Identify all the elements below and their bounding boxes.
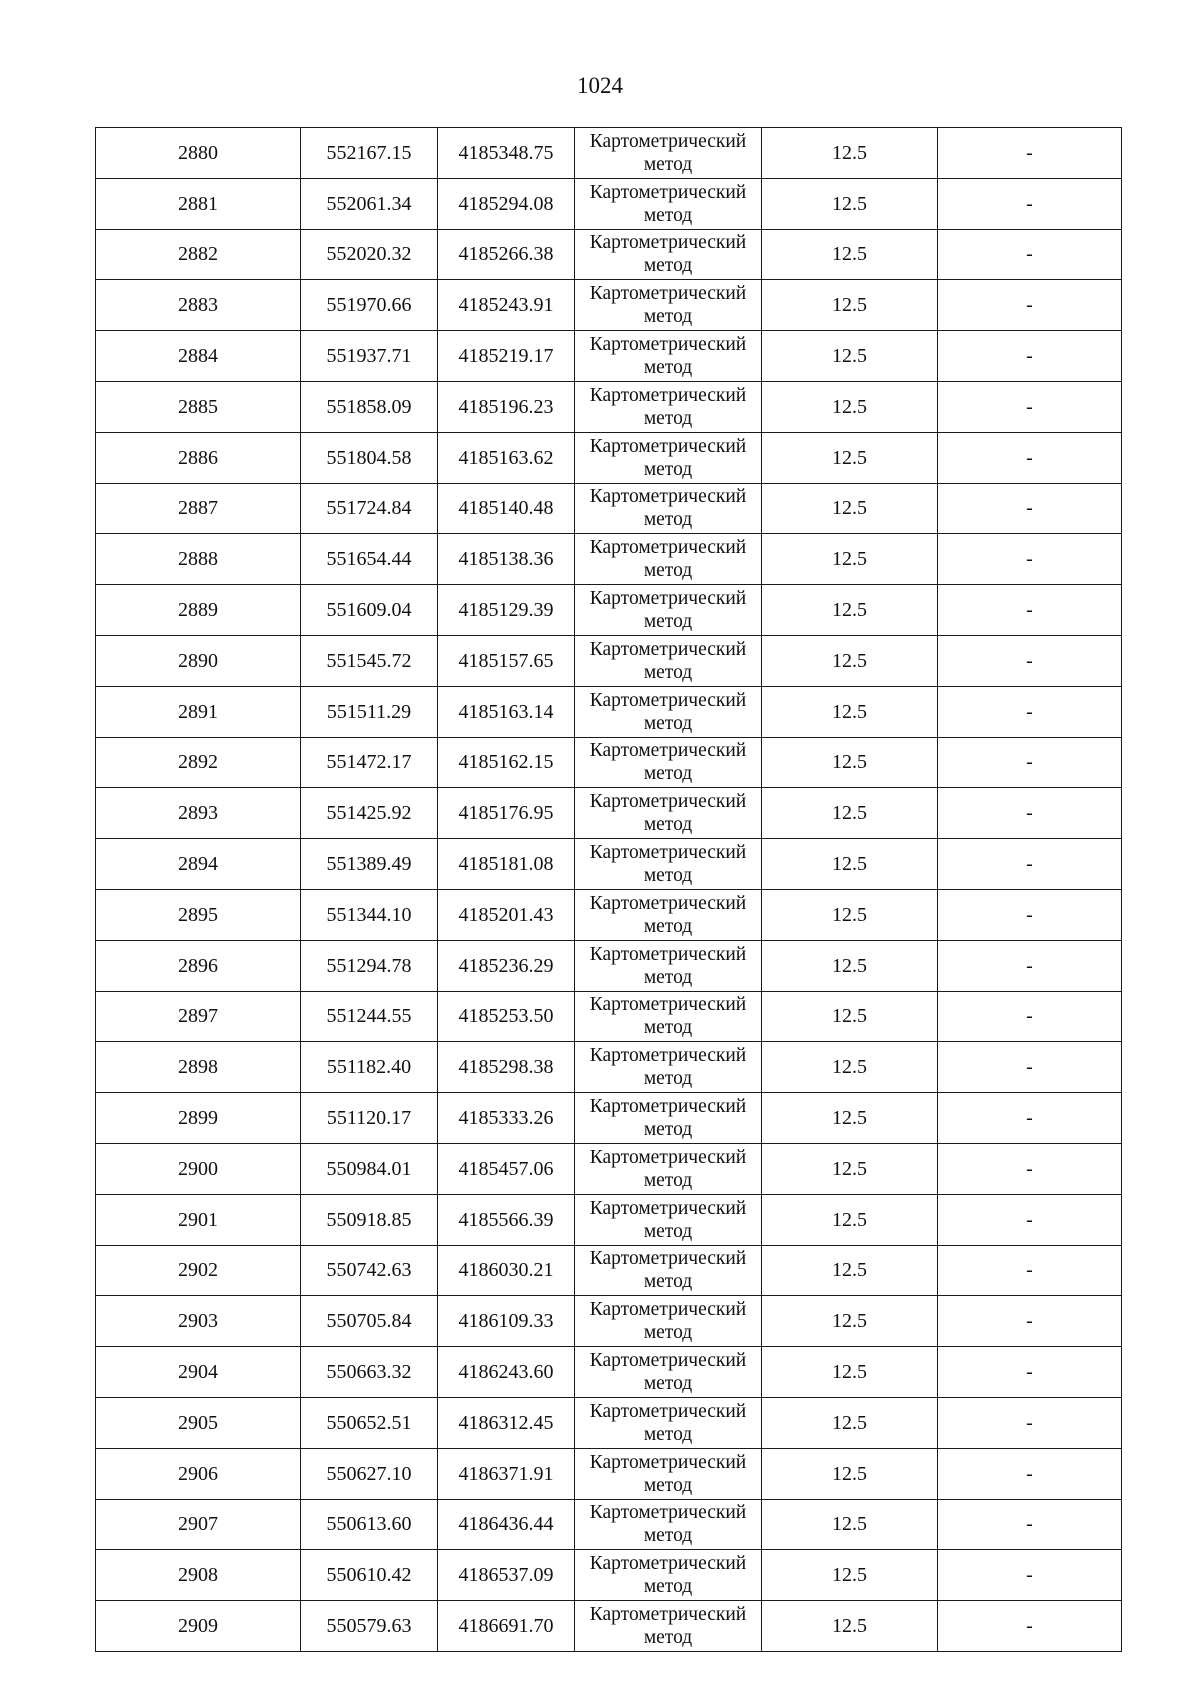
method-line-2: метод bbox=[643, 1220, 693, 1242]
method-line-1: Картометрический bbox=[589, 334, 747, 356]
x-coordinate-cell: 551937.71 bbox=[301, 331, 438, 382]
accuracy-cell: 12.5 bbox=[762, 1042, 938, 1093]
y-coordinate-cell: 4185294.08 bbox=[438, 178, 575, 229]
method-line-2: метод bbox=[643, 611, 693, 633]
note-cell: - bbox=[938, 1245, 1122, 1296]
method-line-1: Картометрический bbox=[589, 1400, 747, 1422]
note-cell: - bbox=[938, 940, 1122, 991]
method-line-2: метод bbox=[643, 1576, 693, 1598]
note-cell: - bbox=[938, 1143, 1122, 1194]
method-line-1: Картометрический bbox=[589, 181, 747, 203]
note-cell: - bbox=[938, 1550, 1122, 1601]
point-number-cell: 2886 bbox=[96, 432, 301, 483]
method-line-2: метод bbox=[643, 1017, 693, 1039]
x-coordinate-cell: 550579.63 bbox=[301, 1601, 438, 1652]
method-cell bbox=[575, 534, 762, 585]
note-cell: - bbox=[938, 889, 1122, 940]
x-coordinate-cell: 550984.01 bbox=[301, 1143, 438, 1194]
note-cell: - bbox=[938, 1397, 1122, 1448]
method-cell bbox=[575, 1296, 762, 1347]
point-number-cell: 2882 bbox=[96, 229, 301, 280]
accuracy-cell: 12.5 bbox=[762, 280, 938, 331]
method-line-1: Картометрический bbox=[589, 1045, 747, 1067]
y-coordinate-cell: 4185266.38 bbox=[438, 229, 575, 280]
y-coordinate-cell: 4185236.29 bbox=[438, 940, 575, 991]
method-line-1: Картометрический bbox=[589, 486, 747, 508]
coordinates-table-body bbox=[96, 128, 1122, 1652]
table-row bbox=[96, 534, 1122, 585]
note-cell: - bbox=[938, 1194, 1122, 1245]
point-number-cell: 2885 bbox=[96, 381, 301, 432]
method-cell bbox=[575, 585, 762, 636]
method-line-2: метод bbox=[643, 407, 693, 429]
note-cell: - bbox=[938, 1347, 1122, 1398]
point-number-cell: 2908 bbox=[96, 1550, 301, 1601]
x-coordinate-cell: 551804.58 bbox=[301, 432, 438, 483]
x-coordinate-cell: 551654.44 bbox=[301, 534, 438, 585]
method-cell bbox=[575, 635, 762, 686]
method-line-2: метод bbox=[643, 661, 693, 683]
x-coordinate-cell: 552020.32 bbox=[301, 229, 438, 280]
method-line-1: Картометрический bbox=[589, 1197, 747, 1219]
table-row bbox=[96, 889, 1122, 940]
table-row bbox=[96, 737, 1122, 788]
method-line-1: Картометрический bbox=[589, 892, 747, 914]
point-number-cell: 2899 bbox=[96, 1093, 301, 1144]
point-number-cell: 2900 bbox=[96, 1143, 301, 1194]
y-coordinate-cell: 4185129.39 bbox=[438, 585, 575, 636]
method-line-1: Картометрический bbox=[589, 435, 747, 457]
table-row bbox=[96, 1245, 1122, 1296]
note-cell: - bbox=[938, 1499, 1122, 1550]
accuracy-cell: 12.5 bbox=[762, 686, 938, 737]
table-row bbox=[96, 991, 1122, 1042]
table-row bbox=[96, 635, 1122, 686]
accuracy-cell: 12.5 bbox=[762, 1347, 938, 1398]
method-cell bbox=[575, 1601, 762, 1652]
x-coordinate-cell: 551244.55 bbox=[301, 991, 438, 1042]
method-line-2: метод bbox=[643, 255, 693, 277]
x-coordinate-cell: 550627.10 bbox=[301, 1448, 438, 1499]
method-cell bbox=[575, 432, 762, 483]
method-line-1: Картометрический bbox=[589, 130, 747, 152]
method-line-2: метод bbox=[643, 1068, 693, 1090]
point-number-cell: 2895 bbox=[96, 889, 301, 940]
y-coordinate-cell: 4185176.95 bbox=[438, 788, 575, 839]
note-cell: - bbox=[938, 788, 1122, 839]
accuracy-cell: 12.5 bbox=[762, 534, 938, 585]
point-number-cell: 2902 bbox=[96, 1245, 301, 1296]
accuracy-cell: 12.5 bbox=[762, 1245, 938, 1296]
method-cell bbox=[575, 229, 762, 280]
accuracy-cell: 12.5 bbox=[762, 331, 938, 382]
method-line-1: Картометрический bbox=[589, 842, 747, 864]
method-line-1: Картометрический bbox=[589, 384, 747, 406]
table-row bbox=[96, 686, 1122, 737]
method-cell bbox=[575, 686, 762, 737]
y-coordinate-cell: 4185157.65 bbox=[438, 635, 575, 686]
table-row bbox=[96, 788, 1122, 839]
method-cell bbox=[575, 1143, 762, 1194]
x-coordinate-cell: 550663.32 bbox=[301, 1347, 438, 1398]
method-line-1: Картометрический bbox=[589, 1502, 747, 1524]
method-line-2: метод bbox=[643, 1627, 693, 1648]
method-line-1: Картометрический bbox=[589, 1248, 747, 1270]
method-cell bbox=[575, 381, 762, 432]
accuracy-cell: 12.5 bbox=[762, 128, 938, 179]
x-coordinate-cell: 551609.04 bbox=[301, 585, 438, 636]
x-coordinate-cell: 550918.85 bbox=[301, 1194, 438, 1245]
table-row bbox=[96, 1448, 1122, 1499]
method-line-2: метод bbox=[643, 1525, 693, 1547]
method-line-1: Картометрический bbox=[589, 232, 747, 254]
point-number-cell: 2907 bbox=[96, 1499, 301, 1550]
table-row bbox=[96, 483, 1122, 534]
method-line-2: метод bbox=[643, 966, 693, 988]
y-coordinate-cell: 4185566.39 bbox=[438, 1194, 575, 1245]
method-cell bbox=[575, 737, 762, 788]
accuracy-cell: 12.5 bbox=[762, 1499, 938, 1550]
table-row bbox=[96, 1296, 1122, 1347]
table-row bbox=[96, 585, 1122, 636]
method-line-2: метод bbox=[643, 1423, 693, 1445]
accuracy-cell: 12.5 bbox=[762, 788, 938, 839]
method-cell bbox=[575, 991, 762, 1042]
x-coordinate-cell: 551970.66 bbox=[301, 280, 438, 331]
accuracy-cell: 12.5 bbox=[762, 1448, 938, 1499]
table-row bbox=[96, 229, 1122, 280]
method-cell bbox=[575, 280, 762, 331]
y-coordinate-cell: 4185348.75 bbox=[438, 128, 575, 179]
method-cell bbox=[575, 1397, 762, 1448]
y-coordinate-cell: 4185253.50 bbox=[438, 991, 575, 1042]
accuracy-cell: 12.5 bbox=[762, 991, 938, 1042]
note-cell: - bbox=[938, 128, 1122, 179]
point-number-cell: 2881 bbox=[96, 178, 301, 229]
point-number-cell: 2893 bbox=[96, 788, 301, 839]
x-coordinate-cell: 551182.40 bbox=[301, 1042, 438, 1093]
method-cell bbox=[575, 1194, 762, 1245]
method-line-1: Картометрический bbox=[589, 1451, 747, 1473]
method-line-2: метод bbox=[643, 1322, 693, 1344]
method-line-1: Картометрический bbox=[589, 689, 747, 711]
y-coordinate-cell: 4185201.43 bbox=[438, 889, 575, 940]
note-cell: - bbox=[938, 635, 1122, 686]
point-number-cell: 2897 bbox=[96, 991, 301, 1042]
point-number-cell: 2887 bbox=[96, 483, 301, 534]
x-coordinate-cell: 550742.63 bbox=[301, 1245, 438, 1296]
point-number-cell: 2903 bbox=[96, 1296, 301, 1347]
method-cell bbox=[575, 1093, 762, 1144]
table-row bbox=[96, 381, 1122, 432]
x-coordinate-cell: 551511.29 bbox=[301, 686, 438, 737]
point-number-cell: 2889 bbox=[96, 585, 301, 636]
table-row bbox=[96, 1143, 1122, 1194]
method-line-2: метод bbox=[643, 1373, 693, 1395]
accuracy-cell: 12.5 bbox=[762, 1143, 938, 1194]
method-cell bbox=[575, 839, 762, 890]
x-coordinate-cell: 551294.78 bbox=[301, 940, 438, 991]
accuracy-cell: 12.5 bbox=[762, 585, 938, 636]
x-coordinate-cell: 550613.60 bbox=[301, 1499, 438, 1550]
method-line-2: метод bbox=[643, 712, 693, 734]
method-line-2: метод bbox=[643, 560, 693, 582]
method-line-1: Картометрический bbox=[589, 537, 747, 559]
y-coordinate-cell: 4186537.09 bbox=[438, 1550, 575, 1601]
table-row bbox=[96, 940, 1122, 991]
note-cell: - bbox=[938, 178, 1122, 229]
point-number-cell: 2880 bbox=[96, 128, 301, 179]
y-coordinate-cell: 4186436.44 bbox=[438, 1499, 575, 1550]
note-cell: - bbox=[938, 1601, 1122, 1652]
point-number-cell: 2898 bbox=[96, 1042, 301, 1093]
method-line-1: Картометрический bbox=[589, 994, 747, 1016]
y-coordinate-cell: 4186371.91 bbox=[438, 1448, 575, 1499]
accuracy-cell: 12.5 bbox=[762, 229, 938, 280]
accuracy-cell: 12.5 bbox=[762, 1601, 938, 1652]
table-row bbox=[96, 432, 1122, 483]
method-line-1: Картометрический bbox=[589, 1299, 747, 1321]
note-cell: - bbox=[938, 1448, 1122, 1499]
x-coordinate-cell: 551724.84 bbox=[301, 483, 438, 534]
y-coordinate-cell: 4185163.14 bbox=[438, 686, 575, 737]
y-coordinate-cell: 4185163.62 bbox=[438, 432, 575, 483]
method-cell bbox=[575, 1347, 762, 1398]
method-cell bbox=[575, 1550, 762, 1601]
y-coordinate-cell: 4185162.15 bbox=[438, 737, 575, 788]
x-coordinate-cell: 550652.51 bbox=[301, 1397, 438, 1448]
y-coordinate-cell: 4185243.91 bbox=[438, 280, 575, 331]
point-number-cell: 2896 bbox=[96, 940, 301, 991]
y-coordinate-cell: 4185196.23 bbox=[438, 381, 575, 432]
y-coordinate-cell: 4186109.33 bbox=[438, 1296, 575, 1347]
method-line-2: метод bbox=[643, 1271, 693, 1293]
method-line-2: метод bbox=[643, 509, 693, 531]
method-cell bbox=[575, 1499, 762, 1550]
y-coordinate-cell: 4185457.06 bbox=[438, 1143, 575, 1194]
note-cell: - bbox=[938, 839, 1122, 890]
method-line-2: метод bbox=[643, 865, 693, 887]
accuracy-cell: 12.5 bbox=[762, 1296, 938, 1347]
method-line-2: метод bbox=[643, 915, 693, 937]
y-coordinate-cell: 4186312.45 bbox=[438, 1397, 575, 1448]
point-number-cell: 2892 bbox=[96, 737, 301, 788]
method-line-1: Картометрический bbox=[589, 1604, 747, 1625]
method-cell bbox=[575, 940, 762, 991]
table-row bbox=[96, 1347, 1122, 1398]
y-coordinate-cell: 4186243.60 bbox=[438, 1347, 575, 1398]
point-number-cell: 2904 bbox=[96, 1347, 301, 1398]
table-row bbox=[96, 178, 1122, 229]
y-coordinate-cell: 4185181.08 bbox=[438, 839, 575, 890]
method-line-2: метод bbox=[643, 458, 693, 480]
method-line-1: Картометрический bbox=[589, 791, 747, 813]
method-cell bbox=[575, 331, 762, 382]
point-number-cell: 2909 bbox=[96, 1601, 301, 1652]
x-coordinate-cell: 551389.49 bbox=[301, 839, 438, 890]
point-number-cell: 2890 bbox=[96, 635, 301, 686]
method-cell bbox=[575, 128, 762, 179]
x-coordinate-cell: 552167.15 bbox=[301, 128, 438, 179]
coordinates-table bbox=[95, 127, 1122, 1652]
accuracy-cell: 12.5 bbox=[762, 635, 938, 686]
method-line-2: метод bbox=[643, 1119, 693, 1141]
note-cell: - bbox=[938, 991, 1122, 1042]
table-row bbox=[96, 331, 1122, 382]
table-row bbox=[96, 1601, 1122, 1652]
x-coordinate-cell: 551344.10 bbox=[301, 889, 438, 940]
method-line-1: Картометрический bbox=[589, 1146, 747, 1168]
table-row bbox=[96, 1093, 1122, 1144]
method-cell bbox=[575, 1042, 762, 1093]
note-cell: - bbox=[938, 229, 1122, 280]
point-number-cell: 2906 bbox=[96, 1448, 301, 1499]
point-number-cell: 2901 bbox=[96, 1194, 301, 1245]
x-coordinate-cell: 551120.17 bbox=[301, 1093, 438, 1144]
table-row bbox=[96, 1042, 1122, 1093]
method-cell bbox=[575, 1448, 762, 1499]
x-coordinate-cell: 551472.17 bbox=[301, 737, 438, 788]
method-line-2: метод bbox=[643, 1169, 693, 1191]
accuracy-cell: 12.5 bbox=[762, 381, 938, 432]
method-cell bbox=[575, 1245, 762, 1296]
x-coordinate-cell: 552061.34 bbox=[301, 178, 438, 229]
y-coordinate-cell: 4185219.17 bbox=[438, 331, 575, 382]
method-line-2: метод bbox=[643, 1474, 693, 1496]
method-line-1: Картометрический bbox=[589, 1553, 747, 1575]
y-coordinate-cell: 4185138.36 bbox=[438, 534, 575, 585]
table-row bbox=[96, 1194, 1122, 1245]
accuracy-cell: 12.5 bbox=[762, 1194, 938, 1245]
y-coordinate-cell: 4185298.38 bbox=[438, 1042, 575, 1093]
accuracy-cell: 12.5 bbox=[762, 1397, 938, 1448]
x-coordinate-cell: 551858.09 bbox=[301, 381, 438, 432]
accuracy-cell: 12.5 bbox=[762, 432, 938, 483]
method-cell bbox=[575, 483, 762, 534]
method-line-2: метод bbox=[643, 357, 693, 379]
point-number-cell: 2894 bbox=[96, 839, 301, 890]
method-line-2: метод bbox=[643, 204, 693, 226]
method-line-1: Картометрический bbox=[589, 943, 747, 965]
y-coordinate-cell: 4186691.70 bbox=[438, 1601, 575, 1652]
point-number-cell: 2891 bbox=[96, 686, 301, 737]
x-coordinate-cell: 550610.42 bbox=[301, 1550, 438, 1601]
accuracy-cell: 12.5 bbox=[762, 1550, 938, 1601]
note-cell: - bbox=[938, 686, 1122, 737]
method-cell bbox=[575, 178, 762, 229]
point-number-cell: 2884 bbox=[96, 331, 301, 382]
method-line-1: Картометрический bbox=[589, 588, 747, 610]
method-line-1: Картометрический bbox=[589, 740, 747, 762]
note-cell: - bbox=[938, 585, 1122, 636]
x-coordinate-cell: 551425.92 bbox=[301, 788, 438, 839]
note-cell: - bbox=[938, 280, 1122, 331]
note-cell: - bbox=[938, 737, 1122, 788]
note-cell: - bbox=[938, 1093, 1122, 1144]
method-line-2: метод bbox=[643, 306, 693, 328]
note-cell: - bbox=[938, 534, 1122, 585]
accuracy-cell: 12.5 bbox=[762, 940, 938, 991]
point-number-cell: 2888 bbox=[96, 534, 301, 585]
accuracy-cell: 12.5 bbox=[762, 178, 938, 229]
method-line-2: метод bbox=[643, 153, 693, 175]
note-cell: - bbox=[938, 483, 1122, 534]
y-coordinate-cell: 4186030.21 bbox=[438, 1245, 575, 1296]
method-line-1: Картометрический bbox=[589, 638, 747, 660]
accuracy-cell: 12.5 bbox=[762, 737, 938, 788]
table-row bbox=[96, 1550, 1122, 1601]
method-line-1: Картометрический bbox=[589, 283, 747, 305]
y-coordinate-cell: 4185140.48 bbox=[438, 483, 575, 534]
accuracy-cell: 12.5 bbox=[762, 483, 938, 534]
table-row bbox=[96, 1499, 1122, 1550]
table-row bbox=[96, 1397, 1122, 1448]
table-row bbox=[96, 128, 1122, 179]
table-row bbox=[96, 839, 1122, 890]
note-cell: - bbox=[938, 381, 1122, 432]
note-cell: - bbox=[938, 331, 1122, 382]
method-line-2: метод bbox=[643, 763, 693, 785]
accuracy-cell: 12.5 bbox=[762, 1093, 938, 1144]
y-coordinate-cell: 4185333.26 bbox=[438, 1093, 575, 1144]
method-line-1: Картометрический bbox=[589, 1096, 747, 1118]
x-coordinate-cell: 550705.84 bbox=[301, 1296, 438, 1347]
method-line-1: Картометрический bbox=[589, 1350, 747, 1372]
method-cell bbox=[575, 889, 762, 940]
point-number-cell: 2905 bbox=[96, 1397, 301, 1448]
page-number: 1024 bbox=[577, 73, 623, 98]
x-coordinate-cell: 551545.72 bbox=[301, 635, 438, 686]
note-cell: - bbox=[938, 1042, 1122, 1093]
accuracy-cell: 12.5 bbox=[762, 889, 938, 940]
method-cell bbox=[575, 788, 762, 839]
accuracy-cell: 12.5 bbox=[762, 839, 938, 890]
method-line-2: метод bbox=[643, 814, 693, 836]
note-cell: - bbox=[938, 432, 1122, 483]
note-cell: - bbox=[938, 1296, 1122, 1347]
table-row bbox=[96, 280, 1122, 331]
point-number-cell: 2883 bbox=[96, 280, 301, 331]
